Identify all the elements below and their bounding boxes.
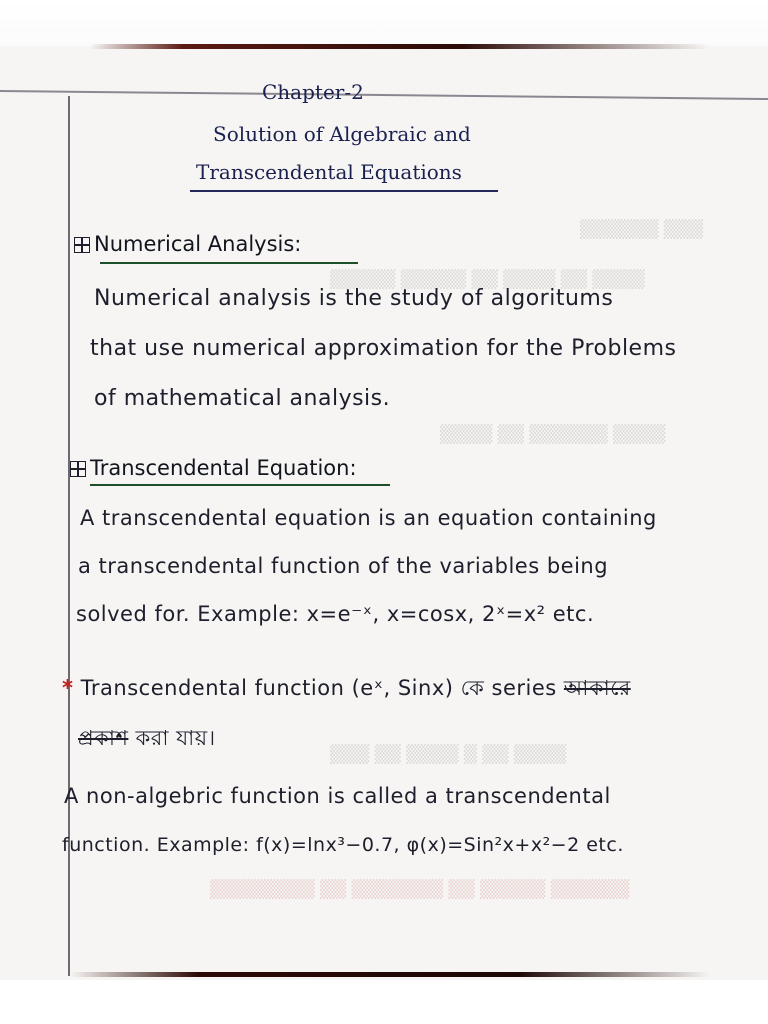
bleed-through-mark: ▒▒▒ ▒▒▒▒▒▒	[580, 220, 704, 240]
note-struck-text: আকারে	[563, 676, 631, 700]
bleed-through-mark: ▒▒▒▒ ▒▒ ▒▒▒▒ ▒▒ ▒▒▒▒▒ ▒▒▒▒▒	[330, 270, 645, 290]
asterisk-marker: *	[62, 676, 74, 700]
top-rule-line	[0, 90, 768, 100]
heading-underline	[90, 484, 390, 486]
chapter-label: Chapter-2	[262, 80, 364, 104]
bleed-through-mark: ▒▒▒▒ ▒▒▒▒▒▒ ▒▒ ▒▒▒▒	[440, 425, 666, 445]
paragraph-line: A transcendental equation is an equation containing	[80, 506, 657, 530]
title-line-2: Transcendental Equations	[196, 160, 462, 184]
section-heading-text: Transcendental Equation:	[90, 456, 357, 480]
note-text: Transcendental function (eˣ, Sinx)	[80, 676, 461, 700]
heading-underline	[100, 262, 358, 264]
paragraph-line: Numerical analysis is the study of algoritums	[94, 286, 614, 311]
note-bengali-text: কে series	[460, 676, 557, 700]
page-bottom-shadow	[70, 972, 710, 977]
box-bullet-icon	[74, 237, 90, 253]
page-top-shadow	[90, 44, 710, 49]
paragraph-line: that use numerical approximation for the Problems	[90, 336, 677, 361]
note-line-1	[62, 672, 631, 707]
note-line-2	[78, 722, 216, 757]
bleed-through-mark: ▒▒▒▒▒▒ ▒▒▒▒▒ ▒▒ ▒▒▒▒▒▒▒ ▒▒ ▒▒▒▒▒▒▒▒	[210, 880, 630, 900]
title-underline	[190, 190, 498, 192]
page-bottom-edge	[0, 980, 768, 1024]
paragraph-line: solved for. Example: x=e⁻ˣ, x=cosx, 2ˣ=x² etc.	[76, 602, 595, 626]
paragraph-line: a transcendental function of the variables being	[78, 554, 609, 578]
paragraph-line: A non-algebric function is called a transcendental	[64, 784, 611, 808]
section-heading-transcendental-equation	[70, 456, 357, 480]
page-top-edge	[0, 0, 768, 46]
box-bullet-icon	[70, 461, 86, 477]
paragraph-line: function. Example: f(x)=lnx³−0.7, φ(x)=Sin²x+x²−2 etc.	[62, 834, 624, 856]
note-bengali-text: করা যায়।	[135, 726, 216, 750]
note-struck-text: প্রকাশ	[78, 726, 129, 750]
bleed-through-mark: ▒▒▒▒ ▒▒ ▒ ▒▒▒▒ ▒▒ ▒▒▒	[330, 745, 567, 765]
section-heading-numerical-analysis	[74, 232, 301, 256]
title-line-1: Solution of Algebraic and	[213, 122, 471, 146]
paragraph-line: of mathematical analysis.	[94, 386, 391, 411]
section-heading-text: Numerical Analysis:	[94, 232, 302, 256]
